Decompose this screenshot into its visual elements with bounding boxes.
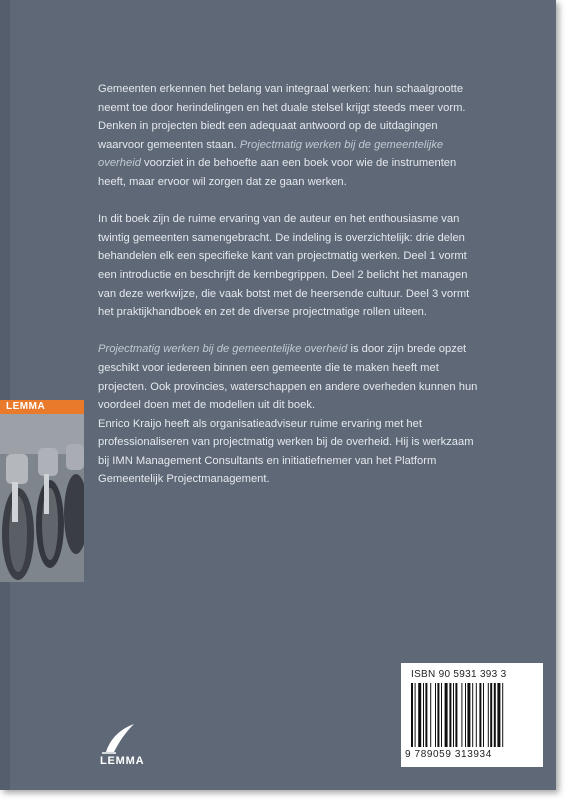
series-band xyxy=(0,400,84,414)
barcode-number: 9 789059 313934 xyxy=(405,749,492,760)
paragraph-1-lead: Gemeenten erkennen het belang van integraal werken: hun schaalgrootte neemt toe door herindelingen en het duale stelsel krijgt steeds meer vorm. Denken in projecten biedt een adequaat antwoord op de uitdagingen waarvoor gemeenten staan. xyxy=(98,83,466,151)
paragraph-3-rest: is door zijn brede opzet geschikt voor iedereen binnen een gemeente die te maken heeft met projecten. Ook provincies, waterschappen en andere overheden kunnen hun voordeel doen met de modellen uit dit boek. xyxy=(98,343,478,412)
publisher-logo xyxy=(100,722,160,772)
cover-photo-strip xyxy=(0,400,84,582)
spine-strip xyxy=(0,0,10,790)
paragraph-1-rest: voorziet in de behoefte aan een boek voor wie de instrumenten heeft, maar ervoor wil zorgen dat ze gaan werken. xyxy=(98,157,457,188)
blurb-paragraph-3 xyxy=(98,340,478,414)
blurb-text xyxy=(98,80,478,489)
isbn-label: ISBN 90 5931 393 3 xyxy=(411,669,507,680)
paragraph-1-book-title: Projectmatig werken bij de gemeentelijke overheid xyxy=(98,138,444,170)
barcode-box xyxy=(401,663,543,767)
author-bio: Enrico Kraijo heeft als organisatieadviseur ruime ervaring met het professionaliseren van projectmatig werken bij de overheid. Hij is werkzaam bij IMN Management Consultants en initiatiefnemer van het Platform Gemeentelijk Projectmanagement. xyxy=(98,417,474,486)
lemma-feather-icon xyxy=(100,722,140,754)
blurb-paragraph-1 xyxy=(98,80,478,192)
publisher-wordmark: LEMMA xyxy=(100,755,145,767)
blurb-paragraph-2: In dit boek zijn de ruime ervaring van de auteur en het enthousiasme van twintig gemeenten samengebracht. De indeling is overzichtelijk: drie delen behandelen elk een specifieke kant van projectmatig werken. Deel 1 vormt een introductie en beschrijft de kernbegrippen. Deel 2 belicht het managen van deze werkwijze, die vaak botst met de heersende cultuur. Deel 3 vormt het praktijkhandboek en zet de diverse projectmatige rollen uiteen. xyxy=(98,213,470,319)
paragraph-3-book-title: Projectmatig werken bij de gemeentelijke overheid xyxy=(98,343,348,356)
series-label: LEMMA xyxy=(6,401,46,412)
barcode-image xyxy=(411,683,533,747)
chairs-photo-image xyxy=(0,414,84,582)
